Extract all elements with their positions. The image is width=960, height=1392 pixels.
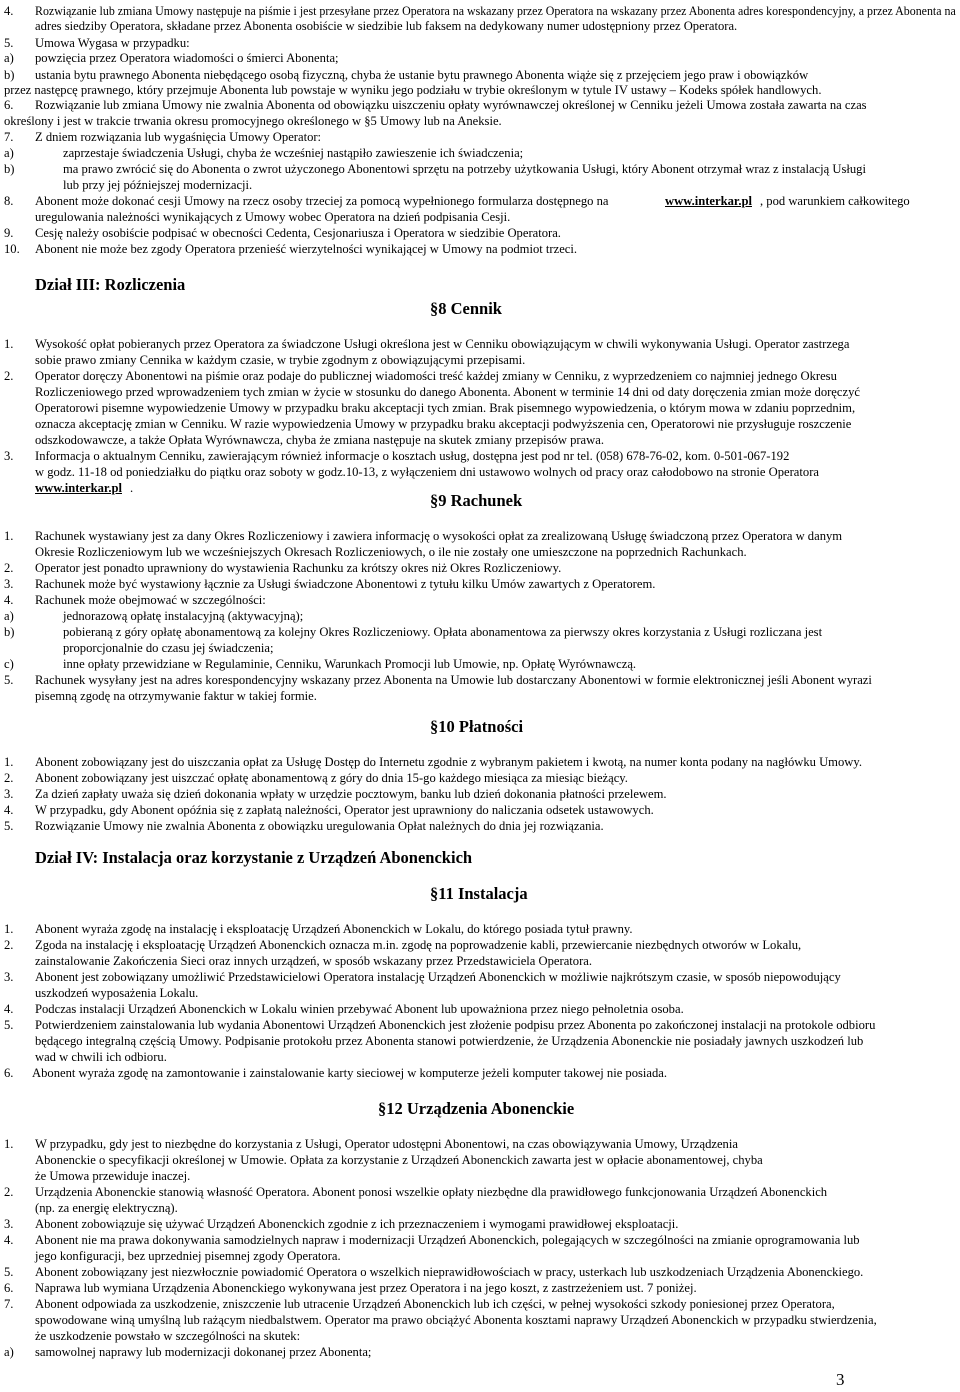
text-line: 5. [4,1265,14,1279]
text-line: Z dniem rozwiązania lub wygaśnięcia Umowy Operator: [35,130,322,144]
division-heading: Dział IV: Instalacja oraz korzystanie z Urządzeń Abonenckich [35,848,473,867]
text-line: 4. [4,593,14,607]
text-line: Abonent zobowiązany jest uiszczać opłatę abonamentową z góry do dnia 15-go każdego miesiąca za miesiąc bieżący. [35,771,628,785]
text-line: 4. [4,1233,14,1247]
section-heading: §10 Płatności [430,717,524,736]
text-line: Abonent może dokonać cesji Umowy na rzecz osoby trzeciej za pomocą wypełnionego formularza dostępnego na [35,194,609,208]
text-line: a) [4,146,14,160]
text-line: 10. [4,242,20,256]
text-line: ustania bytu prawnego Abonenta niebędącego osobą fizyczną, chyba że ustanie bytu prawnego Abonenta wiąże się z przejęciem jego praw i obowiązków [35,68,809,82]
text-line: 9. [4,226,14,240]
text-line: Rachunek może być wystawiony łącznie za Usługi świadczone Abonentowi z tytułu kilku Umów zawartych z Operatorem. [35,577,656,591]
text-line: 1. [4,922,14,936]
website-link[interactable] [665,193,752,209]
text-line: 1. [4,755,14,769]
text-line: Rozwiązanie lub zmiana Umowy następuje na piśmie i jest przesyłane przez Operatora na wskazany przez Operatora na wskazany przez Abonenta adres korespondencyjny, a przez Abonenta na [35,4,956,18]
text-line: 1. [4,1137,14,1151]
text-line: określony i jest w trakcie trwania okresu promocyjnego określonego w §5 Umowy lub na Aneksie. [4,114,502,128]
text-line: b) [4,162,15,176]
text-line: Informacja o aktualnym Cenniku, zawierającym również informacje o kosztach usług, dostępna jest pod nr tel. (058) 678-76-02, kom. 0-501-067-192 [35,449,790,463]
text-line: b) [4,625,15,639]
text-line: 5. [4,1018,14,1032]
link-text[interactable]: www.interkar.pl [665,194,752,208]
text-line: Cesję należy osobiście podpisać w obecności Cedenta, Cesjonariusza i Operatora w siedzibie Operatora. [35,226,561,240]
text-line: Abonent nie ma prawa dokonywania samodzielnych napraw i modernizacji Urządzeń Abonenckich, polegających w szczególności na zmianie oprogramowania lub [35,1233,860,1247]
text-line: Abonent wyraża zgodę na zamontowanie i zainstalowanie karty sieciowej w komputerze jeżeli komputer takowej nie posiada. [32,1066,668,1080]
website-link[interactable] [35,480,122,496]
text-line: jego konfiguracji, bez uprzedniej pisemnej zgody Operatora. [35,1249,341,1263]
text-line: 3. [4,577,14,591]
text-line: Abonent nie może bez zgody Operatora przenieść wierzytelności wynikającej w Umowy na podmiot trzeci. [35,242,578,256]
text-line: , pod warunkiem całkowitego [760,194,910,208]
text-line: 3. [4,787,14,801]
text-line: c) [4,657,14,671]
text-line: 2. [4,561,14,575]
text-line: Operator jest ponadto uprawniony do wystawienia Rachunku za krótszy okres niż Okres Rozliczeniowy. [35,561,562,575]
text-line: 4. [4,803,14,817]
text-line: sobie prawo zmiany Cennika w każdym czasie, w trybie zgodnym z obowiązującymi przepisami. [35,353,526,367]
text-line: 3. [4,449,14,463]
text-line: Rozwiązanie lub zmiana Umowy nie zwalnia Abonenta od obowiązku uiszczeniu opłaty wyrównawczej określonej w Cenniku jeżeli Umowa została zawarta na czas [35,98,867,112]
text-line: Operatorowi pisemne wypowiedzenie Umowy w przypadku braku akceptacji tych zmian. Brak pisemnego wypowiedzenia, o którym mowa w zdaniu poprzednim, [35,401,856,415]
text-line: Abonent zobowiązany jest niezwłocznie powiadomić Operatora o wszelkich nieprawidłowościach w pracy, usterkach lub uszkodzeniach Urządzenia Abonenckiego. [35,1265,864,1279]
text-line: 2. [4,771,14,785]
text-line: uszkodzeń wyposażenia Lokalu. [35,986,199,1000]
text-line: Naprawa lub wymiana Urządzenia Abonenckiego wykonywana jest przez Operatora i na jego koszt, z zastrzeżeniem ust. 7 poniżej. [35,1281,697,1295]
text-line: pobieraną z góry opłatę abonamentową za kolejny Okres Rozliczeniowy. Opłata abonamentowa za pierwszy okres korzystania z Usługi rozliczana jest [63,625,823,639]
section-heading: §8 Cennik [430,299,502,318]
text-line: a) [4,1345,14,1359]
text-line: ma prawo zwrócić się do Abonenta o zwrot użyczonego Abonentowi sprzętu na potrzeby użytkowania Usługi, który Abonent otrzymał wraz z instalacją Usługi [63,162,866,176]
text-line: (np. za energię elektryczną). [35,1201,178,1215]
text-line: 8. [4,194,14,208]
text-line: a) [4,51,14,65]
text-line: 5. [4,673,14,687]
text-line: Rozwiązanie Umowy nie zwalnia Abonenta z obowiązku uregulowania Opłat należnych do dnia jej rozwiązania. [35,819,604,833]
text-line: 5. [4,819,14,833]
text-line: Abonenckie o specyfikacji określonej w Umowie. Opłata za korzystanie z Urządzeń Abonenckich zawarta jest w opłacie abonamentowej, chyba [35,1153,763,1167]
text-line: 7. [4,130,14,144]
section-heading: §12 Urządzenia Abonenckie [378,1099,575,1118]
text-line: samowolnej naprawy lub modernizacji dokonanej przez Abonenta; [35,1345,372,1359]
text-line: Abonent wyraża zgodę na instalację i eksploatację Urządzeń Abonenckich w Lokalu, do którego posiada tytuł prawny. [35,922,633,936]
text-line: Urządzenia Abonenckie stanowią własność Operatora. Abonent ponosi wszelkie opłaty niezbędne dla prawidłowego funkcjonowania Urządzeń Abonenckich [35,1185,828,1199]
text-line: adres siedziby Operatora, składane przez Abonenta osobiście w siedzibie lub faksem na dedykowany numer udostępniony przez Operatora. [35,19,738,33]
text-line: 7. [4,1297,14,1311]
text-line: W przypadku, gdy Abonent opóźnia się z zapłatą należności, Operator jest uprawniony do naliczania odsetek ustawowych. [35,803,654,817]
page-number: 3 [836,1370,845,1389]
text-line: 5. [4,36,14,50]
text-line: Potwierdzeniem zainstalowania lub wydania Abonentowi Urządzeń Abonenckich jest złożenie podpisu przez Abonenta po zakończonej instalacji na protokole odbioru [35,1018,876,1032]
text-line: będącego integralną częścią Umowy. Podpisanie protokołu przez Abonenta stanowi potwierdzenie, że Urządzenia Abonenckie nie posiadały jawnych uszkodzeń lub [35,1034,864,1048]
text-line: Rachunek wystawiany jest za dany Okres Rozliczeniowy i zawiera informację o wysokości opłat za zrealizowaną Usługę świadczoną przez Operatora w danym [35,529,843,543]
text-line: 2. [4,938,14,952]
text-line: Abonent zobowiązany jest do uiszczania opłat za Usługę Dostęp do Internetu zgodnie z wybranym pakietem i kwotą, na numer konta podany na nagłówku Umowy. [35,755,862,769]
text-line: Podczas instalacji Urządzeń Abonenckich w Lokalu winien przebywać Abonent lub upoważniona przez niego pełnoletnia osoba. [35,1002,684,1016]
text-line: Rachunek może obejmować w szczególności: [35,593,266,607]
text-line: lub przy jej późniejszej modernizacji. [63,178,253,192]
text-line: . [130,481,134,495]
text-line: Abonent jest zobowiązany umożliwić Przedstawicielowi Operatora instalację Urządzeń Abonenckich w możliwie najkrótszym czasie, w sposób niepowodujący [35,970,841,984]
text-line: Wysokość opłat pobieranych przez Operatora za świadczone Usługi określona jest w Cenniku obowiązującym w chwili wykonywania Usługi. Operator zastrzega [35,337,850,351]
text-line: Rozliczeniowego przed wprowadzeniem tych zmian w życie w stosunku do danego Abonenta. Abonent w terminie 14 dni od daty doręczenia zmian może doręczyć [35,385,860,399]
text-line: 2. [4,1185,14,1199]
text-line: 3. [4,970,14,984]
text-line: odszkodowawcze, a także Opłata Wyrównawcza, chyba że zmiana następuje na skutek zmiany przepisów prawa. [35,433,604,447]
text-line: oznacza akceptację zmian w Cenniku. W razie wypowiedzenia Umowy w przypadku braku akceptacji podwyższenia cen, Operatorowi nie przysługuje roszczenie [35,417,852,431]
text-line: 2. [4,369,14,383]
text-line: 3. [4,1217,14,1231]
section-heading: §11 Instalacja [430,884,528,903]
text-line: Abonent zobowiązuje się używać Urządzeń Abonenckich zgodnie z ich przeznaczeniem i wymogami prawidłowej eksploatacji. [35,1217,679,1231]
text-line: Rachunek wysyłany jest na adres korespondencyjny wskazany przez Abonenta na Umowie lub dostarczany Abonentowi w formie elektronicznej jeśli Abonent wyrazi [35,673,872,687]
text-line: Zgoda na instalację i eksploatację Urządzeń Abonenckich oznacza m.in. zgodę na poprowadzenie kabli, przewiercanie niezbędnych otworów w Lokalu, [35,938,802,952]
text-line: w godz. 11-18 od poniedziałku do piątku oraz soboty w godz.10-13, z wyłączeniem dni ustawowo wolnych od pracy oraz całodobowo na stronie Operatora [35,465,819,479]
text-line: 1. [4,337,14,351]
text-line: 4. [4,4,14,18]
text-line: jednorazową opłatę instalacyjną (aktywacyjną); [63,609,304,623]
text-line: powzięcia przez Operatora wiadomości o śmierci Abonenta; [35,51,339,65]
text-line: 1. [4,529,14,543]
text-line: spowodowane winą umyślną lub rażącym niedbalstwem. Operator ma prawo obciążyć Abonenta kosztami naprawy Urządzeń Abonenckich w przypadku stwierdzenia, [35,1313,877,1327]
text-line: Okresie Rozliczeniowym lub we wcześniejszych Okresach Rozliczeniowych, o ile nie zostały one umieszczone na poprzednich Rachunkach. [35,545,747,559]
text-line: 6. [4,98,14,112]
text-line: Za dzień zapłaty uważa się dzień dokonania wpłaty w urzędzie pocztowym, banku lub dzień dokonania płatności przelewem. [35,787,667,801]
text-line: zaprzestaje świadczenia Usługi, chyba że wcześniej nastąpiło zawieszenie ich świadczenia; [63,146,524,160]
text-line: wad w chwili ich odbioru. [35,1050,167,1064]
text-line: proporcjonalnie do czasu jej świadczenia; [63,641,274,655]
text-line: Abonent odpowiada za uszkodzenie, zniszczenie lub utracenie Urządzeń Abonenckich lub ich części, w pełnej wysokości szkody poniesionej przez Operatora, [35,1297,835,1311]
text-line: Operator doręczy Abonentowi na piśmie oraz podaje do publicznej wiadomości treść każdej zmiany w Cenniku, z wyprzedzeniem co najmniej jednego Okresu [35,369,837,383]
text-line: 6. [4,1066,14,1080]
text-line: pisemną zgodę na otrzymywanie faktur w takiej formie. [35,689,317,703]
text-line: W przypadku, gdy jest to niezbędne do korzystania z Usługi, Operator udostępni Abonentowi, na czas obowiązywania Umowy, Urządzenia [35,1137,738,1151]
text-line: Umowa Wygasa w przypadku: [35,36,190,50]
text-line: 4. [4,1002,14,1016]
text-line: zainstalowanie Zakończenia Sieci oraz innych urządzeń, w sposób wskazany przez Przedstawiciela Operatora. [35,954,593,968]
section-heading: §9 Rachunek [430,491,523,510]
link-text[interactable]: www.interkar.pl [35,481,122,495]
text-line: 6. [4,1281,14,1295]
text-line: przez następcę prawnego, który przejmuje Abonenta lub powstaje w wyniku jego podziału w trybie określonym w tytule IV ustawy – Kodeks spółek handlowych. [4,83,822,97]
division-heading: Dział III: Rozliczenia [35,275,186,294]
text-line: uregulowania należności wynikających z Umowy wobec Operatora na dzień podpisania Cesji. [35,210,511,224]
text-line: b) [4,68,15,82]
text-line: że uszkodzenie powstało w szczególności na skutek: [35,1329,301,1343]
text-line: inne opłaty przewidziane w Regulaminie, Cenniku, Warunkach Promocji lub Umowie, np. Opłatę Wyrównawczą. [63,657,637,671]
text-line: że Umowa przewiduje inaczej. [35,1169,191,1183]
text-line: a) [4,609,14,623]
